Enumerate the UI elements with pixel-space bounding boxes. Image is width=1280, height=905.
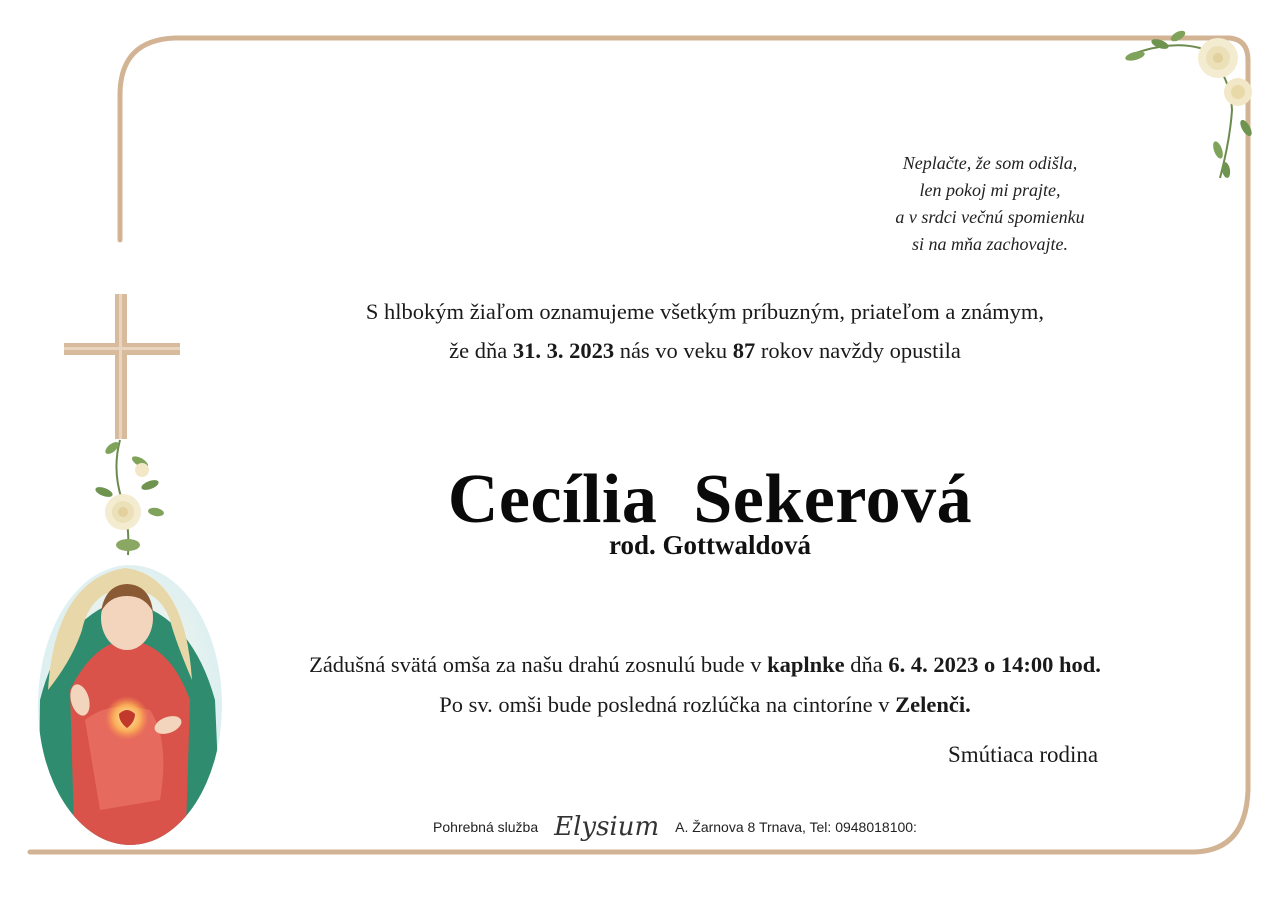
ceremony-line-1 [200, 645, 1210, 685]
ceremony-datetime: 6. 4. 2023 o 14:00 hod. [888, 652, 1101, 677]
service-address: A. Žarnova 8 Trnava, Tel: 0948018100: [675, 819, 917, 835]
elysium-logo: Elysium [554, 812, 660, 842]
cemetery-name: Zelenči. [895, 692, 971, 717]
intro-text: že dňa [449, 338, 513, 363]
ceremony-text: dňa [844, 652, 889, 677]
ceremony-info [200, 645, 1210, 725]
ceremony-line-2 [200, 685, 1210, 725]
intro-text: rokov navždy opustila [755, 338, 961, 363]
ceremony-place: kaplnke [767, 652, 845, 677]
ceremony-text: Po sv. omši bude posledná rozlúčka na cintoríne v [439, 692, 896, 717]
maiden-name: rod. Gottwaldová [608, 530, 811, 560]
poem-line: len pokoj mi prajte, [919, 180, 1061, 200]
deceased-name: Cecília Sekerová [447, 461, 973, 538]
poem-line: a v srdci večnú spomienku [895, 207, 1085, 227]
age-value: 87 [732, 338, 756, 363]
family-signature: Smútiaca rodina [948, 742, 1099, 767]
announcement-intro [180, 292, 1230, 370]
cross-icon [64, 294, 180, 439]
death-date: 31. 3. 2023 [512, 338, 615, 363]
poem-line: Neplačte, že som odišla, [902, 153, 1078, 173]
rose-flowers-icon [94, 440, 164, 555]
intro-line-2 [180, 331, 1230, 370]
ceremony-text: Zádušná svätá omša za našu drahú zosnulú bude v [309, 652, 768, 677]
intro-line-1: S hlbokým žiaľom oznamujeme všetkým príbuzným, priateľom a známym, [365, 299, 1045, 324]
corner-roses-icon [1124, 29, 1254, 179]
funeral-service-footer [0, 812, 1280, 842]
poem-verse [840, 150, 1140, 258]
poem-line: si na mňa zachovajte. [912, 234, 1068, 254]
intro-text: nás vo veku [614, 338, 733, 363]
service-label: Pohrebná služba [433, 819, 539, 835]
